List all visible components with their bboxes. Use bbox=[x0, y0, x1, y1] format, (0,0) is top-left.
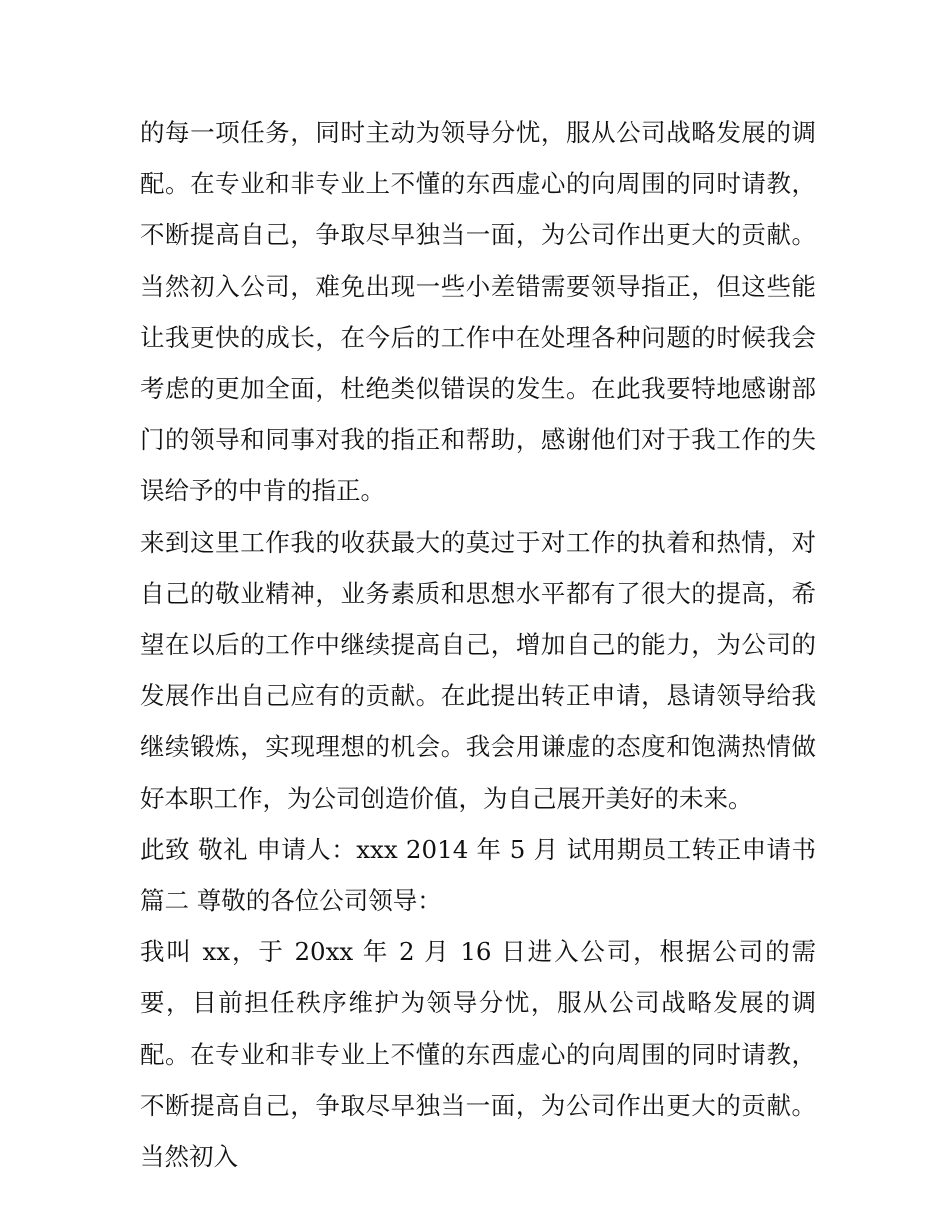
document-body bbox=[140, 107, 816, 1182]
paragraph-3: 此致 敬礼 申请人：xxx 2014 年 5 月 试用期员工转正申请书篇二 尊敬的各位公司领导： bbox=[140, 834, 816, 916]
paragraph-4: 我叫 xx，于 20xx 年 2 月 16 日进入公司，根据公司的需要，目前担任秩序维护为领导分忧，服从公司战略发展的调配。在专业和非专业上不懂的东西虚心的向周围的同时请教，不断提高自己，争取尽早独当一面，为公司作出更大的贡献。当然初入 bbox=[140, 937, 816, 1172]
paragraph-1: 的每一项任务，同时主动为领导分忧，服从公司战略发展的调配。在专业和非专业上不懂的东西虚心的向周围的同时请教，不断提高自己，争取尽早独当一面，为公司作出更大的贡献。当然初入公司，难免出现一些小差错需要领导指正，但这些能让我更快的成长，在今后的工作中在处理各种问题的时候我会考虑的更加全面，杜绝类似错误的发生。在此我要特地感谢部门的领导和同事对我的指正和帮助，感谢他们对于我工作的失误给予的中肯的指正。 bbox=[140, 118, 816, 506]
paragraph-2: 来到这里工作我的收获最大的莫过于对工作的执着和热情，对自己的敬业精神，业务素质和思想水平都有了很大的提高，希望在以后的工作中继续提高自己，增加自己的能力，为公司的发展作出自己应有的贡献。在此提出转正申请，恳请领导给我继续锻炼，实现理想的机会。我会用谦虚的态度和饱满热情做好本职工作，为公司创造价值，为自己展开美好的未来。 bbox=[140, 527, 816, 813]
